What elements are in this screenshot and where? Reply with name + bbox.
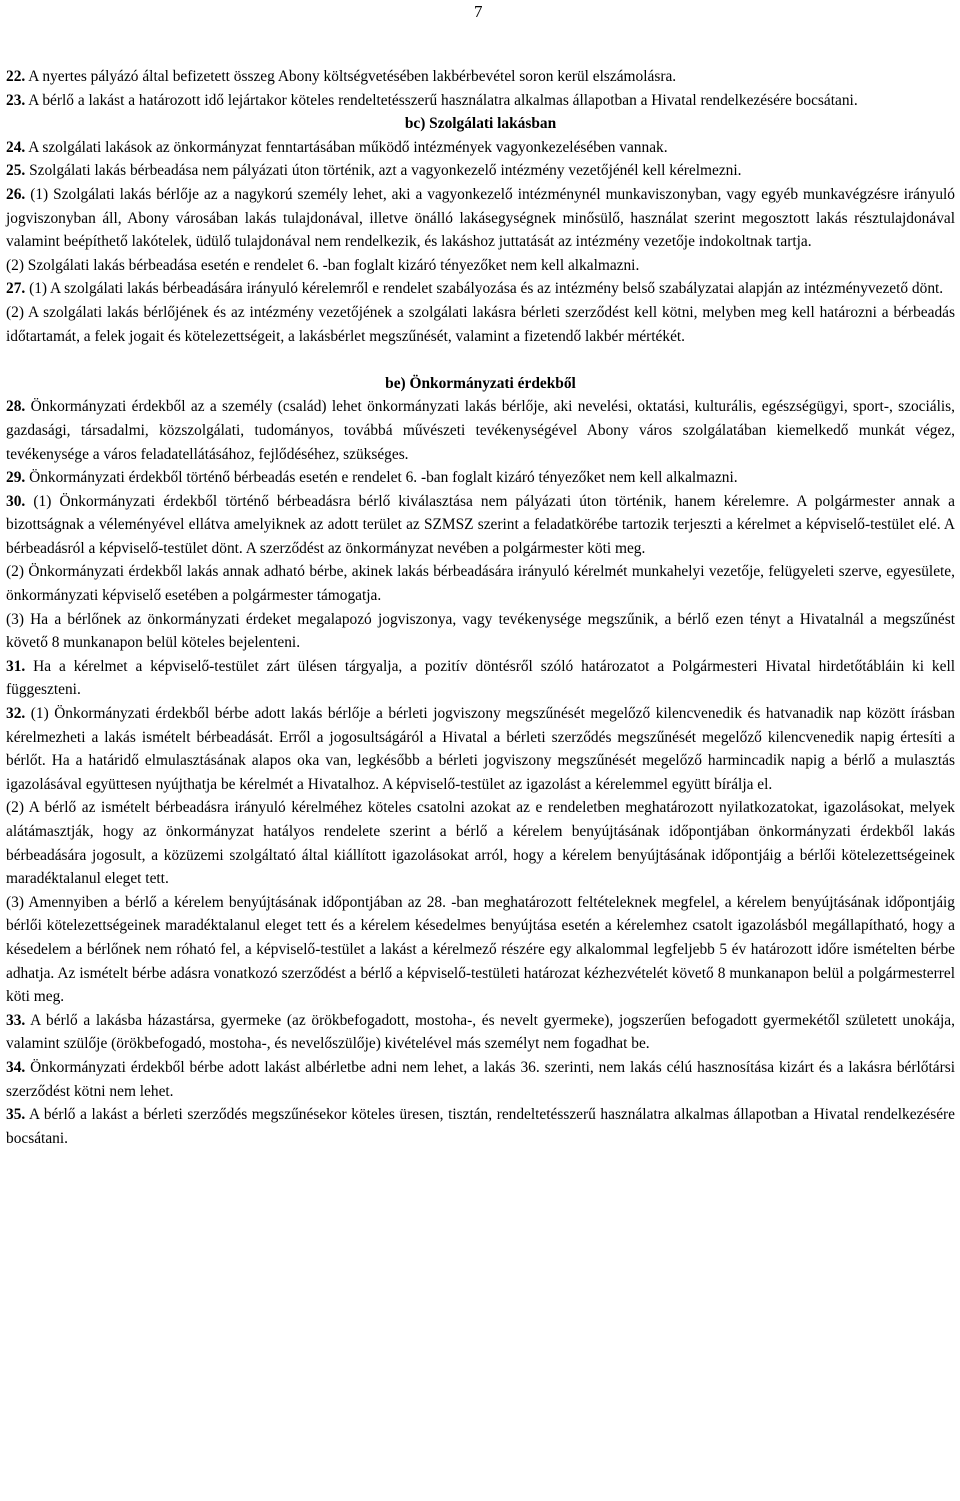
document-body (6, 65, 955, 1150)
section-text: A bérlő a lakást a határozott idő lejártakor köteles rendeltetésszerű használatra alkalmas állapotban a Hivatal rendelkezésére bocsátani. (25, 91, 858, 109)
section-33 (6, 1009, 955, 1056)
section-26 (6, 183, 955, 254)
section-number: 33. (6, 1011, 26, 1029)
section-text: (2) Szolgálati lakás bérbeadása esetén e rendelet 6. -ban foglalt kizáró tényezőket nem kell alkalmazni. (6, 256, 640, 274)
section-27 (6, 277, 955, 301)
section-text: Ha a kérelmet a képviselő-testület zárt ülésen tárgyalja, a pozitív döntésről szóló határozatot a Polgármesteri Hivatal hirdetőtábláin ki kell függeszteni. (6, 657, 955, 699)
section-number: 25. (6, 162, 26, 180)
section-number: 22. (6, 68, 26, 85)
section-29 (6, 466, 955, 490)
section-text: (1) Szolgálati lakás bérlője az a nagykorú személy lehet, aki a vagyonkezelő intézménynél munkaviszonyban, vagy egyéb munkavégzésre irányuló jogviszonyban áll, Abony városában lakás tulajdonával, illetve önálló lakásegységnek minősülő, használat szerint megosztott lakás résztulajdonával valamint beépíthető lakótelek, üdülő tulajdonával nem rendelkezik, és lakáshoz juttatását az intézmény vezetője indokoltnak tartja. (6, 185, 955, 251)
section-text: A bérlő a lakást a bérleti szerződés megszűnésekor köteles üresen, tisztán, rendeltetésszerű használatra alkalmas állapotban a Hivatal rendelkezésére bocsátani. (6, 1106, 955, 1147)
section-25 (6, 159, 955, 183)
section-text: A szolgálati lakások az önkormányzat fenntartásában működő intézmények vagyonkezelésében vannak. (25, 138, 668, 156)
section-27-paragraph-2 (6, 301, 955, 348)
section-23 (6, 89, 955, 113)
section-number: 28. (6, 398, 26, 416)
section-24 (6, 136, 955, 160)
heading-szolgalati-lakasban: bc) Szolgálati lakásban (404, 115, 557, 133)
heading-onkormanyzati-erdekbol: be) Önkormányzati érdekből (385, 374, 576, 392)
section-text: (3) Ha a bérlőnek az önkormányzati érdeket megalapozó jogviszonya, vagy tevékenysége megszűnik, a bérlő ezen tényt a Hivatalnál a megszűnést követő 8 munkanapon belül köteles bejelenteni. (6, 610, 955, 652)
section-31 (6, 655, 955, 702)
section-number: 24. (6, 138, 26, 156)
section-26-paragraph-2 (6, 254, 955, 278)
section-text: (1) Önkormányzati érdekből bérbe adott lakás bérlője a bérleti jogviszony megszűnését megelőző kilencvenedik és hatvanadik nap között írásban kérelmezheti a lakás ismételt bérbeadását. Erről a jogosultságáról a Hivatal a bérleti szerződés megszűnését megelőző kilencvenedik napig értesíti a bérlőt. Ha a határidő elmulasztásának alapos oka van, legkésőbb a bérleti jogviszony megszűnését megelőző harmincadik napig a bérlő a mulasztás igazolásával együttesen nyújthatja be kérelmét a Hivatalhoz. A képviselő-testület az igazolást a kérelemmel együtt bírálja el. (6, 705, 955, 793)
section-30 (6, 490, 955, 561)
section-number: 35. (6, 1106, 26, 1124)
section-text: Önkormányzati érdekből az a személy (család) lehet önkormányzati lakás bérlője, aki nevelési, oktatási, kulturális, egészségügyi, sport-, szociális, gazdasági, társadalmi, közszolgálati, tudományos, továbbá művészeti tevékenységével Abony város szolgálatában kiemelkedő munkát végez, tevékenysége a város feladatellátásához, fejlődéséhez, szükséges. (6, 398, 955, 463)
section-number: 23. (6, 91, 26, 109)
section-text: (2) A szolgálati lakás bérlőjének és az intézmény vezetőjének a szolgálati lakásra bérleti szerződést kell kötni, melyben meg kell határozni a bérbeadás időtartamát, a felek jogait és kötelezettségeit, a lakásbérlet megszűnését, valamint a fizetendő lakbér mértékét. (6, 303, 955, 345)
section-22 (6, 65, 955, 89)
section-35 (6, 1103, 955, 1150)
section-text: A bérlő a lakásba házastársa, gyermeke (az örökbefogadott, mostoha-, és nevelt gyermeke), jogszerűen befogadott gyermekétől született unokája, valamint szülője (örökbefogadó, mostoha-, és nevelőszülője) kivételével más személyt nem fogadhat be. (6, 1011, 955, 1053)
section-text: (1) Önkormányzati érdekből történő bérbeadásra bérlő kiválasztása nem pályázati úton történik, hanem kérelemre. A polgármester annak a bizottságnak a véleményével ellátva amelyiknek az adott terület az SZMSZ szerint a feladatkörébe tartozik terjeszti a kérelmet a képviselő-testület elé. A bérbeadásról a képviselő-testület dönt. A szerződést az önkormányzat nevében a polgármester köti meg. (6, 492, 955, 557)
section-text: (2) Önkormányzati érdekből lakás annak adható bérbe, akinek lakás bérbeadására irányuló kérelmét munkahelyi vezetője, felügyeleti szerve, egyesülete, önkormányzati képviselő esetében a polgármester támogatja. (6, 563, 955, 605)
section-text: A nyertes pályázó által befizetett összeg Abony költségvetésében lakbérbevétel soron kerül elszámolásra. (25, 68, 677, 85)
section-28 (6, 395, 955, 466)
section-32-paragraph-2 (6, 796, 955, 890)
section-text: (2) A bérlő az ismételt bérbeadásra irányuló kérelméhez köteles csatolni azokat az e rendeletben meghatározott nyilatkozatokat, igazolásokat, melyek alátámasztják, hogy az önkormányzat hatályos rendelete szerint a bérlő a kérelem benyújtásának időpontjában önkormányzati érdekből lakás bérbeadására jogosult, a közüzemi szolgáltató által kiállított igazolásokat arról, hogy a kérelem benyújtásának időpontjáig a bérlői kötelezettségeinek maradéktalanul eleget tett. (6, 799, 955, 888)
section-text: Önkormányzati érdekből történő bérbeadás esetén e rendelet 6. -ban foglalt kizáró tényezőket nem kell alkalmazni. (25, 469, 738, 487)
section-34 (6, 1056, 955, 1103)
section-number: 27. (6, 280, 26, 298)
blank-line (6, 348, 955, 372)
section-text: Önkormányzati érdekből bérbe adott lakást albérletbe adni nem lehet, a lakás 36. szerinti, nem lakás célú hasznosítása kizárt és a lakásra bérlőtársi szerződést kötni nem lehet. (6, 1058, 955, 1100)
section-number: 26. (6, 185, 26, 203)
section-text: (3) Amennyiben a bérlő a kérelem benyújtásának időpontjában az 28. -ban meghatározott feltételeknek megfelel, a kérelem benyújtásának időpontjáig bérlői kötelezettségeinek maradéktalanul eleget tett és a kérelem késedelmes benyújtása esetén a kérelemhez csatolt igazolásból megállapítható, hogy a késedelem a bérlőnek nem róható fel, a képviselő-testület a lakást a kérelmező részére egy alkalommal legfeljebb 5 év határozott időre ismételten bérbe adhatja. Az ismételt bérbe adásra vonatkozó szerződést a bérlő a képviselő-testületi határozat kézhezvételét követő 8 munkanapon belül a polgármesterrel köti meg. (6, 893, 955, 1006)
section-number: 30. (6, 492, 26, 510)
section-number: 29. (6, 469, 26, 487)
section-number: 34. (6, 1058, 26, 1076)
page-number: 7 (474, 2, 483, 21)
section-32-paragraph-3 (6, 891, 955, 1009)
section-30-paragraph-3 (6, 608, 955, 655)
section-text: Szolgálati lakás bérbeadása nem pályázati úton történik, azt a vagyonkezelő intézmény vezetőjénél kell kérelmezni. (25, 162, 742, 180)
section-number: 32. (6, 705, 26, 723)
section-text: (1) A szolgálati lakás bérbeadására irányuló kérelemről e rendelet szabályozása és az intézmény belső szabályzatai alapján az intézményvezető dönt. (25, 280, 944, 298)
section-32 (6, 702, 955, 796)
section-30-paragraph-2 (6, 560, 955, 607)
section-number: 31. (6, 657, 26, 675)
